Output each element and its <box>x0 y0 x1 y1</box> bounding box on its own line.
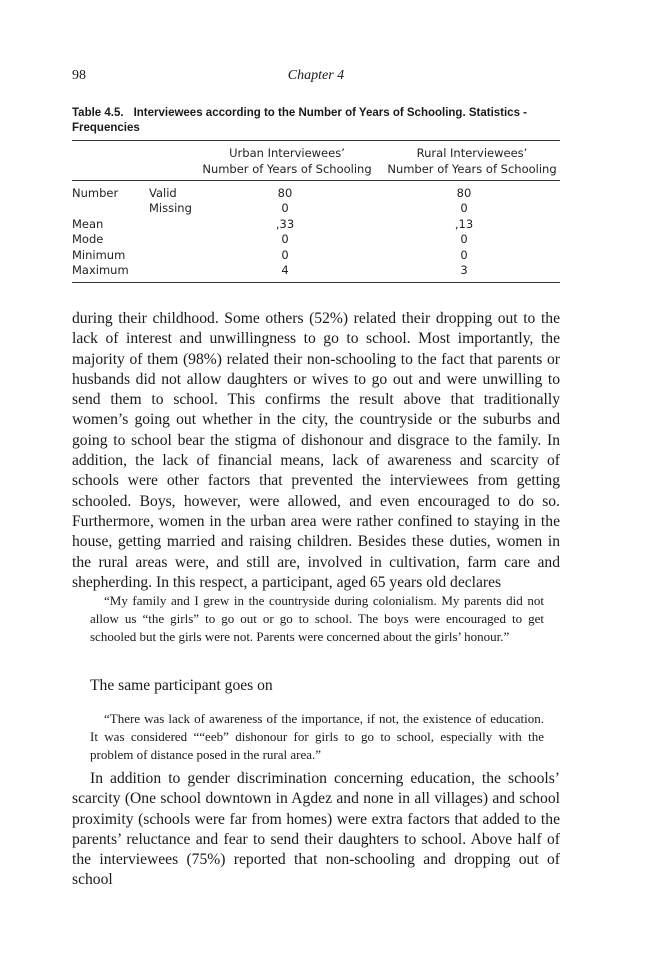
block-quote: “There was lack of awareness of the importance, if not, the existence of education. It was considered ““eeb” dishonour for girls to go to school, especially with the problem of distance posed in the rural area.” <box>90 711 544 762</box>
urban-header-line1: Urban Interviewees’ <box>229 146 345 160</box>
urban-value: 0 <box>281 232 289 247</box>
row-stat-label: Number <box>72 186 119 200</box>
body-paragraph: The same participant goes on <box>90 677 273 694</box>
urban-value: ,33 <box>275 216 295 231</box>
table-title: Interviewees according to the Number of Years of Schooling. Statistics - Frequencies <box>72 107 527 134</box>
rural-value: 3 <box>460 262 468 277</box>
urban-header-line2: Number of Years of Schooling <box>202 162 372 176</box>
row-stat-label: Mean <box>72 216 104 231</box>
urban-value: 0 <box>281 201 289 216</box>
table-row <box>72 186 560 201</box>
table-row <box>72 217 560 232</box>
rural-value: 80 <box>456 186 472 200</box>
page-header <box>72 68 560 88</box>
urban-value: 80 <box>277 186 293 200</box>
rural-header-line2: Number of Years of Schooling <box>387 162 557 176</box>
table-row <box>72 232 560 247</box>
table-top-rule <box>72 140 560 141</box>
table-body <box>72 186 560 278</box>
running-title: Chapter 4 <box>287 68 345 83</box>
table-row <box>72 248 560 263</box>
table-header-rule <box>72 180 560 181</box>
urban-value: 4 <box>281 262 289 277</box>
page-number: 98 <box>72 68 86 83</box>
table-row <box>72 263 560 278</box>
rural-value: 0 <box>460 247 468 262</box>
table-label: Table 4.5. <box>72 107 124 119</box>
urban-value: 0 <box>281 247 289 262</box>
row-stat-label: Maximum <box>72 262 129 277</box>
table-row <box>72 201 560 216</box>
body-paragraph: In addition to gender discrimination concerning education, the schools’ scarcity (One school downtown in Agdez and none in all villages) and school proximity (schools were far from homes) were extra factors that added to the parents’ reluctance and fear to send their daughters to school. Above half of the interviewees (75%) reported that non-schooling and dropping out of school <box>72 770 560 889</box>
row-stat-label: Minimum <box>72 247 126 262</box>
rural-value: 0 <box>460 201 468 216</box>
row-sub-label: Valid <box>149 186 177 200</box>
body-paragraph: during their childhood. Some others (52%) related their dropping out to the lack of interest and unwillingness to go to school. Most importantly, the majority of them (98%) related their non-schooling to the fact that parents or husbands did not allow daughters or wives to go out and were unwilling to send them to school. This confirms the result above that traditionally women’s going out whether in the city, the countryside or the suburbs and going to school bear the stigma of dishonour and disgrace to the family. In addition, the lack of financial means, lack of awareness and scarcity of schools were other factors that prevented the interviewees from getting schooled. Boys, however, were allowed, and even encouraged to do so. Furthermore, women in the urban area were rather confined to staying in the house, getting married and raising children. Besides these duties, women in the rural areas were, and still are, involved in cultivation, farm care and shepherding. In this respect, a participant, aged 65 years old declares <box>72 310 560 591</box>
table-caption <box>72 106 560 136</box>
rural-value: ,13 <box>454 216 474 231</box>
urban-column-header <box>202 145 372 177</box>
rural-header-line1: Rural Interviewees’ <box>416 146 528 160</box>
row-sub-label: Missing <box>149 201 192 216</box>
rural-column-header <box>387 145 557 177</box>
row-stat-label: Mode <box>72 232 104 247</box>
rural-value: 0 <box>460 232 468 247</box>
table-bottom-rule <box>72 282 560 283</box>
block-quote: “My family and I grew in the countryside during colonialism. My parents did not allow us “the girls” to go out or go to school. The boys were encouraged to get schooled but the girls were not. Parents were concerned about the girls’ honour.” <box>90 593 544 644</box>
